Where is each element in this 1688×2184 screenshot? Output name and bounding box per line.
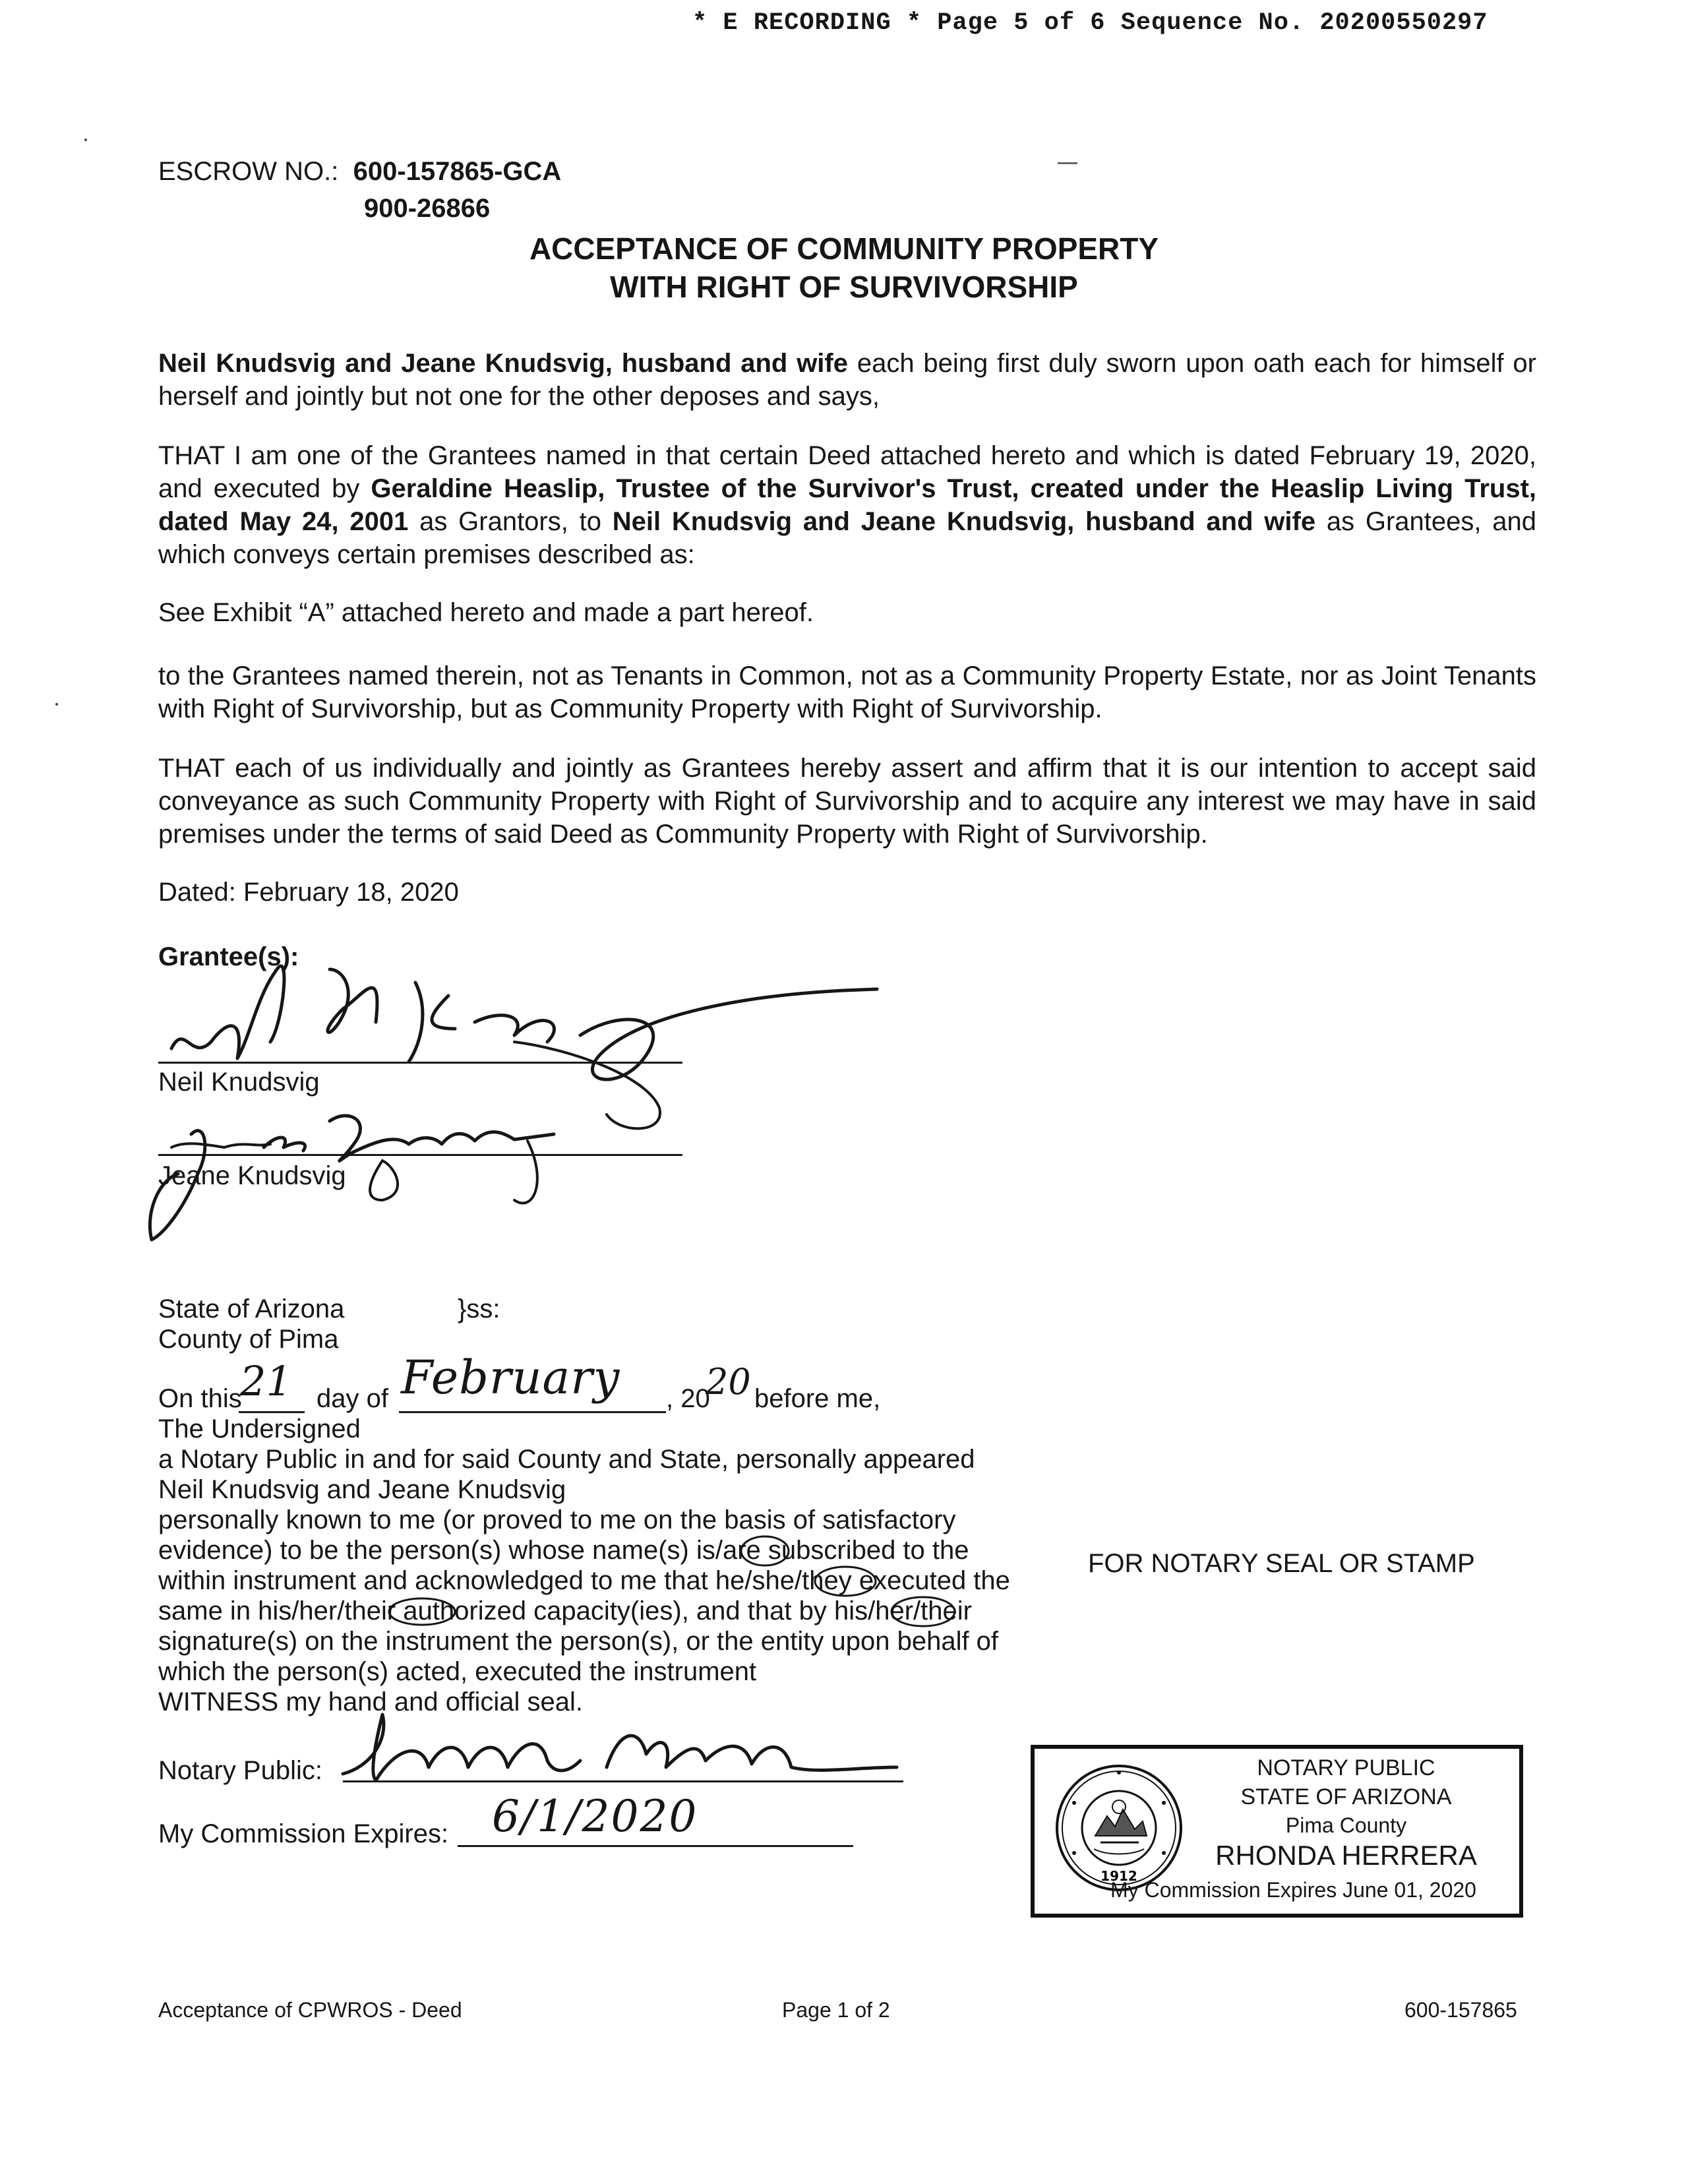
stamp-commission-expires: My Commission Expires June 01, 2020 [1110,1878,1476,1902]
undersigned-label: The Undersigned [158,1414,361,1443]
paragraph-intention: THAT each of us individually and jointly as Grantees hereby assert and affirm that it is our intention to accept said conveyance as such Community Property with Right of Survivorship and to acquire any interest we may have in said premises under the terms of said Deed as Community Property with Right of Survivorship. [158,754,1536,849]
arizona-state-seal-icon [1054,1763,1184,1893]
grantee-names-bold: Neil Knudsvig and Jeane Knudsvig, husband and wife [158,349,848,378]
on-this-label: On this [158,1384,242,1413]
scan-speck [1058,162,1077,164]
title-line-1: ACCEPTANCE OF COMMUNITY PROPERTY [529,231,1159,266]
footer-page-number: Page 1 of 2 [782,1998,890,2022]
stamp-notary-name: RHONDA HERRERA [1215,1840,1477,1871]
acknowledgment-line: which the person(s) acted, executed the instrument [158,1657,757,1686]
title-line-2: WITH RIGHT OF SURVIVORSHIP [610,270,1078,304]
paragraph-deed-text-2: as Grantors, to [408,507,613,536]
venue-county: County of Pima [158,1325,339,1354]
grantor-names-bold: Geraldine Heaslip, Trustee of the Survivor's Trust, created under the Heaslip Living Trust, dated May 24, 2001 [158,474,1536,536]
scan-speck [55,703,58,706]
footer-left: Acceptance of CPWROS - Deed [158,1998,462,2022]
acknowledgment-line: within instrument and acknowledged to me that he/she/they executed the [158,1566,1010,1595]
grantees-label: Grantee(s): [158,942,299,971]
venue-ss: }ss: [458,1294,500,1323]
acknowledgment-line: same in his/her/their authorized capacity(ies), and that by his/her/their [158,1596,972,1625]
day-value-handwritten: 21 [240,1357,292,1405]
before-me-label: before me, [754,1384,881,1413]
paragraph-tenancy: to the Grantees named therein, not as Tenants in Common, not as a Community Property Estate, nor as Joint Tenants with Right of Survivorship, but as Community Property with Right of Survivorship. [158,661,1536,723]
venue-state: State of Arizona [158,1294,345,1323]
paragraph-deed-text-1: THAT I am one of the Grantees named in that certain Deed attached hereto and which is dated February 19, 2020, and executed by [158,441,1536,503]
acknowledgment-line: signature(s) on the instrument the person(s), or the entity upon behalf of [158,1627,999,1656]
seal-emblem-year: 1912 [1100,1868,1137,1884]
year-value-handwritten: 20 [706,1361,751,1403]
notary-seal-placeholder: FOR NOTARY SEAL OR STAMP [1088,1549,1475,1578]
acknowledgment-line: Neil Knudsvig and Jeane Knudsvig [158,1475,566,1504]
notary-public-label: Notary Public: [158,1756,322,1785]
stamp-line-3: Pima County [1285,1813,1407,1837]
footer-right: 600-157865 [1404,1998,1517,2022]
commission-expires-value-handwritten: 6/1/2020 [492,1791,698,1842]
month-value-handwritten: February [401,1350,620,1405]
escrow-label: ESCROW NO.: [158,157,339,186]
day-of-label: day of [316,1384,388,1413]
paragraph-exhibit: See Exhibit “A” attached hereto and made a part hereof. [158,598,814,627]
paragraph-deed-text-3: as Grantees, and which conveys certain premises described as: [158,507,1537,569]
year-prefix: , 20 [666,1384,710,1413]
grantee-names-bold-2: Neil Knudsvig and Jeane Knudsvig, husband and wife [612,507,1316,536]
grantee-name-1: Neil Knudsvig [158,1068,320,1097]
acknowledgment-line: evidence) to be the person(s) whose name(s) is/are subscribed to the [158,1536,969,1565]
commission-expires-line [458,1845,853,1847]
paragraph-oath-text: each being first duly sworn upon oath each for himself or herself and jointly but not one for the other deposes and says, [158,349,1536,411]
stamp-line-1: NOTARY PUBLIC [1257,1755,1435,1780]
acknowledgment-line: a Notary Public in and for said County and State, personally appeared [158,1445,975,1474]
acknowledgment-line: personally known to me (or proved to me on the basis of satisfactory [158,1505,956,1534]
escrow-number-2: 900-26866 [364,194,491,223]
dated-line: Dated: February 18, 2020 [158,878,459,907]
notary-stamp [1031,1745,1523,1918]
recording-header: * E RECORDING * Page 5 of 6 Sequence No. 20200550297 [692,9,1488,37]
commission-expires-label: My Commission Expires: [158,1819,449,1848]
acknowledgment-line: WITNESS my hand and official seal. [158,1687,583,1716]
escrow-number-1: 600-157865-GCA [353,157,562,186]
notary-signature [330,1701,923,1794]
scan-speck [84,138,87,141]
grantee-name-2: Jeane Knudsvig [158,1161,346,1190]
stamp-line-2: STATE OF ARIZONA [1240,1784,1452,1809]
